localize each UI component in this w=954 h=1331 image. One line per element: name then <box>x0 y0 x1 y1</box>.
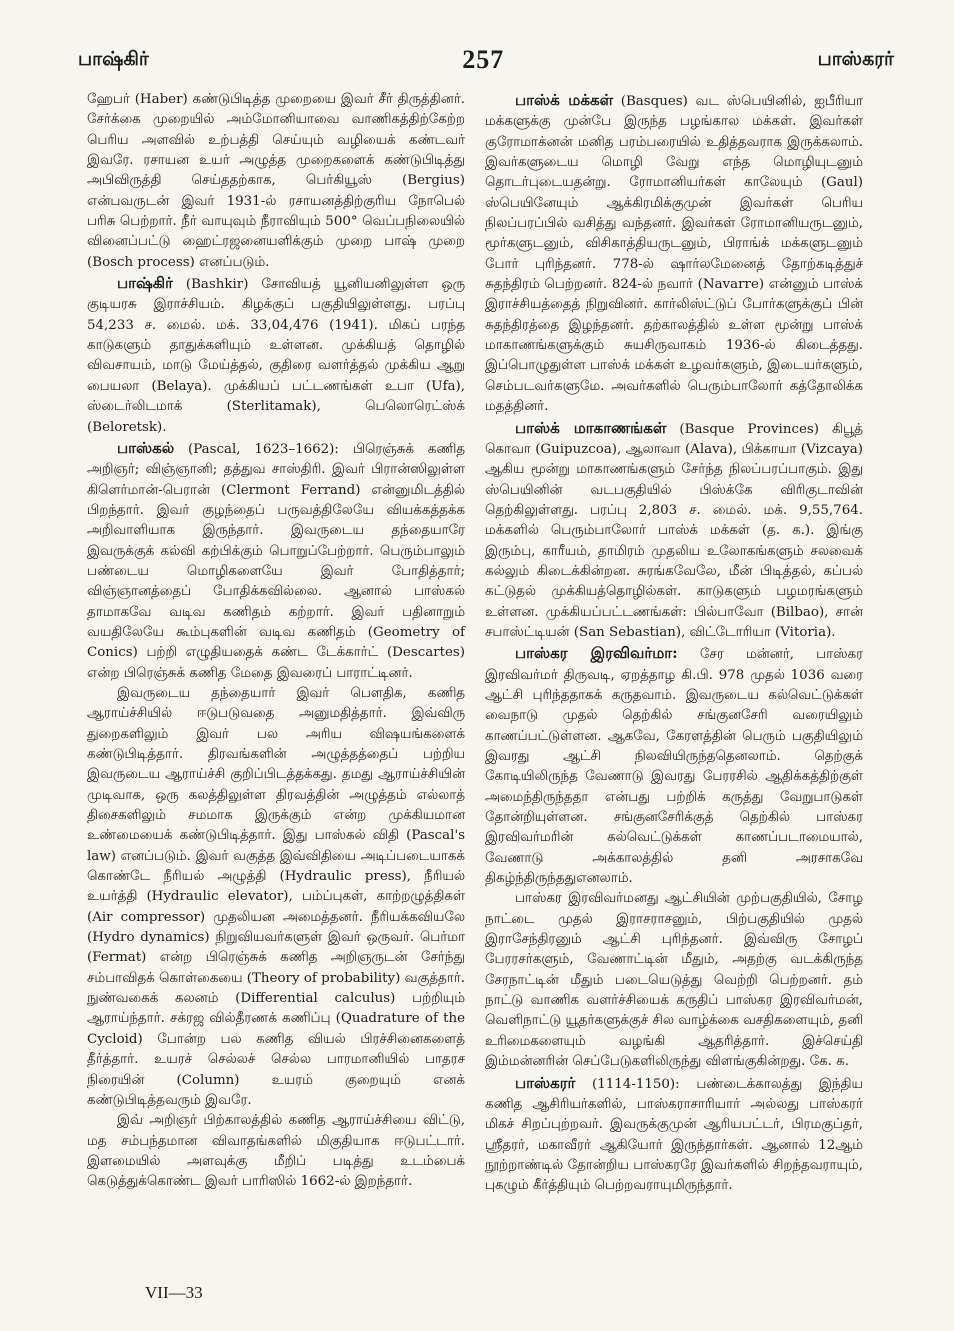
entry-body: (1114-1150): பண்டைக்காலத்து இந்திய கணித ஆசிரியர்களில், பாஸ்கராசாரியார் அல்லது பாஸ்கரர் மிகச் சிறப்புற்றவர். இவருக்குமுன் ஆரியபட்டர், பிரமகுப்தர், ஸ்ரீதரர், மகாவீரர் ஆகியோர் இருந்தார்கள். ஆனால் 12ஆம் நூற்றாண்டில் தோன்றிய பாஸ்கரரே இவர்களில் சிறந்தவராயும், புகழும் கீர்த்தியும் பெற்றவராயுமிருந்தார். <box>485 1076 863 1194</box>
entry-headword: பாஸ்கர இரவிவர்மா: <box>515 644 678 663</box>
entry-paragraph <box>485 90 863 418</box>
entry-body: ஹேபர் (Haber) கண்டுபிடித்த முறையை இவர் சீர் திருத்தினர். சேர்க்கை முறையில் அம்மோனியாவை வாணிகத்திற்கேற்ற பெரிய அளவில் உற்பத்தி செய்யும் வழியைக் கண்டவர் இவரே. ரசாயன உயர் அழுத்த முறைகளைக் கண்டுபிடித்து அபிவிருத்தி செய்ததற்காக, பெர்கியூஸ் (Bergius) என்பவருடன் இவர் 1931-ல் ரசாயனத்திற்குரிய நோபெல் பரிசு பெற்றார். நீர் வாயுவும் நீராவியும் 500° வெப்பநிலையில் வினைப்பட்டு ஹைட்ரஜனையளிக்கும் முறை பாஷ் முறை (Bosch process) எனப்படும். <box>87 92 465 270</box>
running-head-right: பாஸ்கரர் <box>817 47 894 70</box>
page-number: 257 <box>462 45 505 74</box>
entry-paragraph <box>87 90 465 273</box>
right-column <box>485 90 863 1197</box>
left-column <box>87 90 465 1193</box>
entry-paragraph <box>87 1111 465 1192</box>
entry-paragraph <box>485 889 863 1072</box>
entry-body: (Pascal, 1623–1662): பிரெஞ்சுக் கணித அறிஞர்; விஞ்ஞானி; தத்துவ சாஸ்திரி. இவர் பிரான்ஸிலுள்ள கிளெர்மான்-பெரான் (Clermont Ferrand) என்னுமிடத்தில் பிறந்தார். இவர் குழந்தைப் பருவத்திலேயே வியக்கத்தக்க அறிவாளியாக இருந்தார். இவருடைய தந்தையாரே இவருக்குக் கல்வி கற்பிக்கும் பொறுப்பேற்றார். பெரும்பாலும் பண்டைய மொழிகளையே இவர் போதித்தார்; விஞ்ஞானத்தைப் போதிக்கவில்லை. ஆனால் பாஸ்கல் தாமாகவே வடிவ கணிதம் கற்றார். இவர் பதினாறும் வயதிலேயே கூம்புகளின் வடிவ கணிதம் (Geometry of Conics) பற்றி எழுதியதைக் கண்ட டேக்கார்ட் (Descartes) என்ற பிரெஞ்சுக் கணித மேதை இவரைப் பாராட்டினர். <box>87 441 465 681</box>
running-head-left: பாஷ்கிர் <box>78 47 149 70</box>
entry-paragraph <box>485 643 863 889</box>
entry-headword: பாஸ்க் மாகாணங்கள் <box>515 418 667 437</box>
entry-body: (Bashkir) சோவியத் யூனியனிலுள்ள ஒரு குடியரசு இராச்சியம். கிழக்குப் பகுதியிலுள்ளது. பரப்பு 54,233 ச. மைல். மக். 33,04,476 (1941). மிகப் பரந்த காடுகளும் தாதுக்களியும் உள்ளன. முக்கியத் தொழில் விவசாயம், மாடு மேய்த்தல், குதிரை வளர்த்தல் முக்கிய ஆறு பையலா (Belaya). முக்கியப் பட்டணங்கள் உபா (Ufa), ஸ்டைர்லிடமாக் (Sterlitamak), பெலொரெட்ஸ்க் (Beloretsk). <box>87 277 465 435</box>
entry-headword: பாஸ்க் மக்கள் <box>515 91 614 109</box>
entry-headword: பாஸ்கரர் <box>515 1073 576 1092</box>
entry-body: (Basque Provinces) கிபூத் கொவா (Guipuzcoa), ஆலாவா (Alava), பிக்காயா (Vizcaya) ஆகிய மூன்று மாகாணங்களும் சேர்ந்த நிலப்பரப்பாகும். இது ஸ்பெயினின் வடபகுதியில் பிஸ்க்கே விரிகுடாவின் தெற்கிலுள்ளது. பரப்பு 2,803 ச. மைல். மக். 9,55,764. மக்களில் பெரும்பாலோர் பாஸ்க் மக்கள் (த. க.). இங்கு இரும்பு, காரீயம், தாமிரம் முதலிய உலோகங்களும் சலவைக் கல்லும் கிடைக்கின்றன. சுரங்கவேலே, மீன் பிடித்தல், கப்பல் கட்டுதல் முக்கியத்தொழில்கள். காடுகளும் பழமரங்களும் உள்ளன. முக்கியப்பட்டணங்கள்: பில்பாவோ (Bilbao), சான் சபாஸ்ட்டியன் (San Sebastian), விட்டோரியா (Vitoria). <box>485 421 864 640</box>
entry-body: இவ் அறிஞர் பிற்காலத்தில் கணித ஆராய்ச்சியை விட்டு, மத சம்பந்தமான விவாதங்களில் மிகுதியாக ஈடுபட்டார். இளமையில் அளவுக்கு மீறிப் படித்து உடம்பைக் கெடுத்துக்கொண்ட இவர் பாரிஸில் 1662-ல் இறந்தார். <box>87 1113 465 1190</box>
entry-paragraph <box>485 1073 863 1197</box>
entry-headword: பாஸ்கல் <box>117 438 175 457</box>
entry-paragraph <box>87 438 465 684</box>
entry-headword: பாஷ்கிர் <box>117 274 173 293</box>
entry-paragraph <box>485 418 863 644</box>
entry-paragraph <box>87 273 465 438</box>
page-header <box>78 40 894 80</box>
signature-mark: VII—33 <box>145 1283 203 1302</box>
entry-body: இவருடைய தந்தையார் இவர் பௌதிக, கணித ஆராய்ச்சியில் ஈடுபடுவதை அனுமதித்தார். இவ்விரு துறைகளிலும் இவர் பல அரிய விஷயங்களைக் கண்டுபிடித்தார். திரவங்களின் அழுத்தத்தைப் பற்றிய இவருடைய ஆராய்ச்சி குறிப்பிடத்தக்கது. தமது ஆராய்ச்சியின் முடிவாக, ஒரு கலத்திலுள்ள திரவத்தின் அழுத்தம் எல்லாத் திசைகளிலும் சமமாக இருக்கும் என்ற முக்கியமான உண்மையைக் கண்டுபிடித்தார். இது பாஸ்கல் விதி (Pascal's law) எனப்படும். இவர் வகுத்த இவ்விதியை அடிப்படையாகக் கொண்டே நீரியல் அழுத்தி (Hydraulic press), நீரியல் உயர்த்தி (Hydraulic elevator), பம்ப்புகள், காற்றழுத்திகள் (Air compressor) முதலியன அமைத்தனர். நீரியக்கவியலே (Hydro dynamics) நிறுவியவர்களுள் இவர் ஒருவர். பெர்மா (Fermat) என்ற பிரெஞ்சுக் கணித அறிஞருடன் சேர்ந்து சம்பாவிதக் கொள்கையை (Theory of probability) வகுத்தார். நுண்வகைக் கலனம் (Differential calculus) பற்றியும் ஆராய்ந்தார். சக்ரஜ வில்தீரணக் கணிப்பு (Quadrature of the Cycloid) போன்ற பல கணித வியல் பிரச்சினைகளைத் தீர்த்தார். உயரச் செல்லச் செல்ல பாரமானியில் பாதரச நிரையின் (Column) உயரம் குறையும் எனக் கண்டுபிடித்தவரும் இவரே. <box>87 685 465 1108</box>
entry-body: (Basques) வட ஸ்பெயினில், ஐபீரியா மக்களுக்கு முன்பே இருந்த பழங்கால மக்கள். இவர்கள் குரோமாக்னன் மனித பரம்பரையில் உதித்தவராக இருக்கலாம். இவர்களுடைய மொழி வேறு எந்த மொழியுடனும் தொடர்புடையதன்று. ரோமானியர்கள் காலேயும் (Gaul) ஸ்பெயினேயும் ஆக்கிரமிக்குமுன் இவர்கள் பெரிய நிலப்பரப்பில் வசித்து வந்தனர். இவர்கள் ரோமானியருடனும், மூர்களுடனும், விசிகாத்தியருடனும், பிராங்க் மக்களுடனும் போர் புரிந்தனர். 778-ல் ஷார்லமேனைத் தோற்கடித்துச் சுதந்திரம் பெற்றனர். 824-ல் நவார் (Navarre) என்னும் பாஸ்க் இராச்சியத்தைத் நிறுவினர். கார்லிஸ்ட்டுப் போர்களுக்குப் பின் சுதந்திரத்தை இழந்தனர். தற்காலத்தில் உள்ள மூன்று பாஸ்க் மாகாணங்களுக்கும் சுயசிருவாகம் 1936-ல் கிடைத்தது. இப்பொழுதுள்ள பாஸ்க் மக்கள் உழவர்களும், இடையர்களும், செம்படவர்களுமே. அவர்களில் பெரும்பாலோர் கத்தோலிக்க மதத்தினர். <box>485 94 863 415</box>
entry-paragraph <box>87 684 465 1111</box>
entry-body: சேர மன்னர், பாஸ்கர இரவிவர்மர் திருவடி, ஏறத்தாழ கி.பி. 978 முதல் 1036 வரை ஆட்சி புரிந்ததாகக் கருதவாம். இவருடைய கல்வெட்டுக்கள் வைநாடு முதல் தெற்கில் சங்குனசேரி வரையிலும் காணப்பட்டுள்ளன. ஆகவே, கேரளத்தின் பெரும் பகுதியிலும் இவரது ஆட்சி நிலவியிருந்ததெனலாம். தெற்குக் கோடியிலிருந்த வேணாடு இவரது பேரரசில் ஆதிக்கத்திற்குள் அமைந்திருந்ததா என்பது பற்றிக் கருத்து வேறுபாடுகள் தோன்றியுள்ளன. சங்குனசேரிக்குத் தெற்கில் பாஸ்கர இரவிவர்மரின் கல்வெட்டுக்கள் காணப்படாமையால், வேணாடு அக்காலத்தில் தனி அரசாகவே திகழ்ந்திருந்ததுஎனலாம். <box>485 647 863 887</box>
entry-body: பாஸ்கர இரவிவர்மனது ஆட்சியின் முற்பகுதியில், சோழ நாட்டை முதல் இராசராசனும், பிற்பகுதியில் முதல் இராசேந்திரனும் ஆட்சி புரிந்தனர். இவ்விரு சோழப் பேரரசர்களும், வேணாட்டின் மீதும், அதற்கு வடக்கிருந்த சேரநாட்டின் மீதும் படையெடுத்து வெற்றி பெற்றனர். தம் நாட்டு வாணிக வளர்ச்சியைக் கருதிப் பாஸ்கர இரவிவர்மன், வெளிநாட்டு யூதர்களுக்குச் சில வாழ்க்கை வசதிகளையும், தனி உரிமைகளையும் வழங்கி ஆதரித்தார். இச்செய்தி இம்மன்னரின் செப்பேடுகளிலிருந்து விளங்குகின்றது. கே. க. <box>485 891 863 1070</box>
